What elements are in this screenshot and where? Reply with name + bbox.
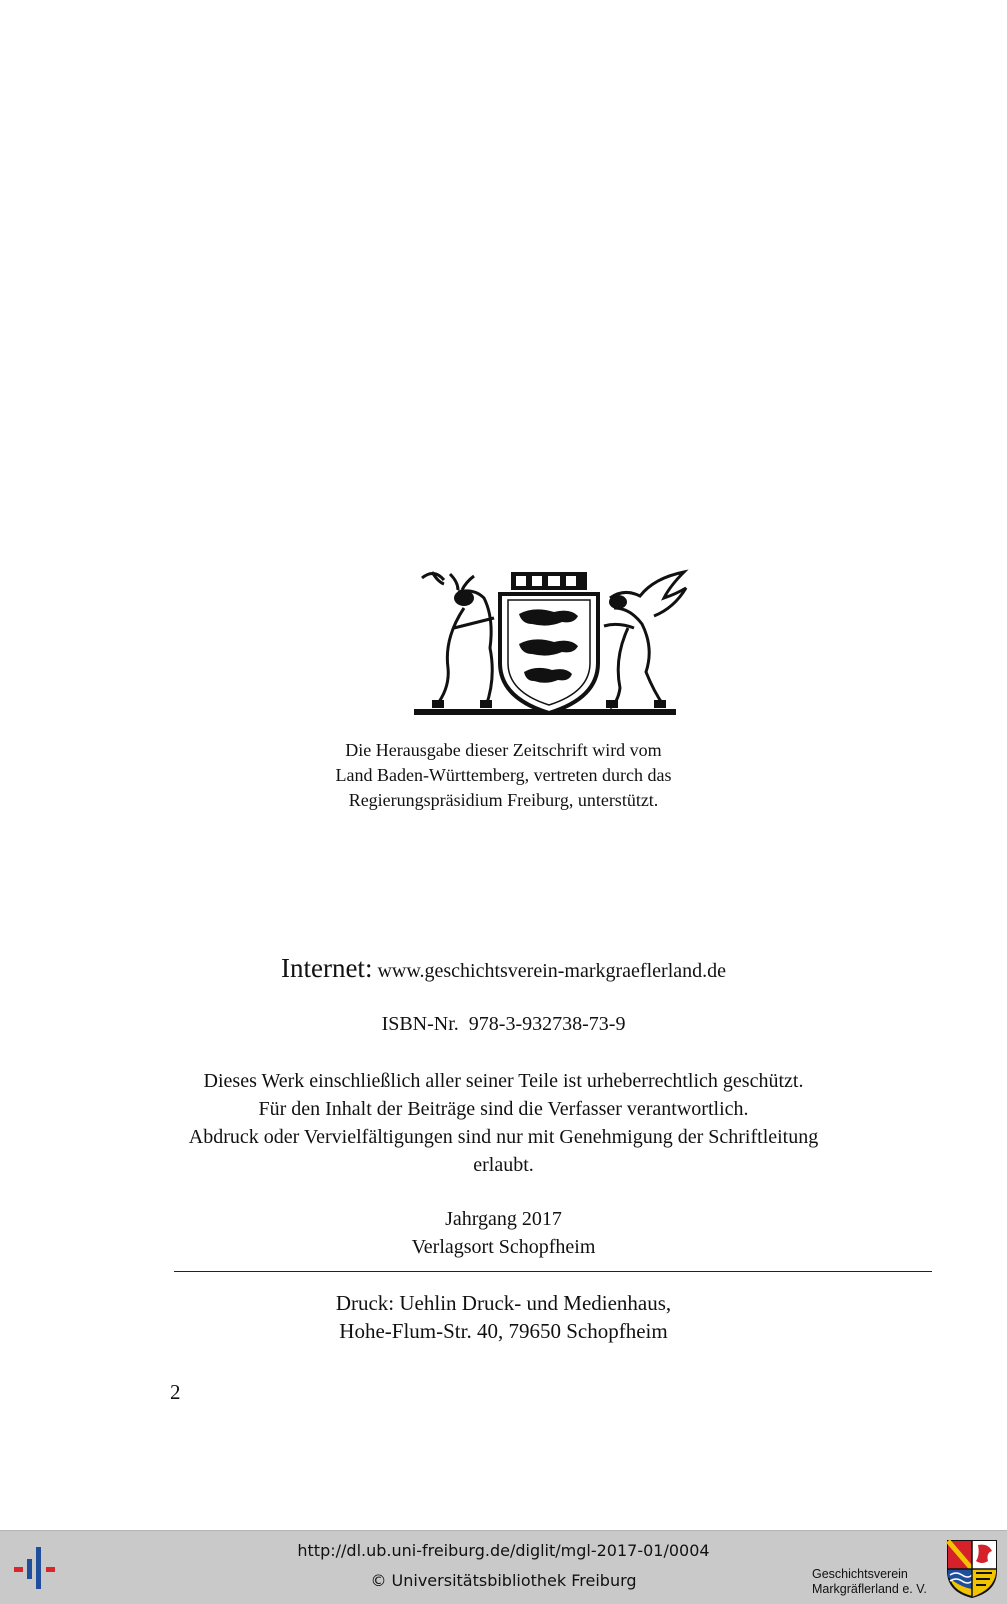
support-line: Land Baden-Württemberg, vertreten durch das [335, 765, 672, 785]
rights-line: erlaubt. [473, 1154, 534, 1176]
copyright-line: © Universitätsbibliothek Freiburg [370, 1571, 637, 1590]
permalink-link[interactable]: http://dl.ub.uni-freiburg.de/diglit/mgl-2017-01/0004 [297, 1541, 710, 1560]
rights-line: Für den Inhalt der Beiträge sind die Verfasser verantwortlich. [258, 1098, 749, 1120]
coat-of-arms-icon [414, 568, 690, 720]
isbn-label: ISBN-Nr. [381, 1013, 459, 1035]
society-line: Markgräflerland e. V. [812, 1582, 927, 1596]
support-line: Die Herausgabe dieser Zeitschrift wird vom [345, 740, 662, 760]
website-url: www.geschichtsverein-markgraeflerland.de [377, 960, 726, 982]
divider [174, 1271, 932, 1272]
printer-line: Hohe-Flum-Str. 40, 79650 Schopfheim [339, 1319, 668, 1343]
society-name [812, 1567, 927, 1597]
edition-info [0, 1205, 1007, 1261]
internet-line [0, 953, 1007, 984]
edition-year: Jahrgang 2017 [445, 1208, 562, 1230]
support-line: Regierungspräsidium Freiburg, unterstützt. [348, 790, 659, 810]
printer-line: Druck: Uehlin Druck- und Medienhaus, [335, 1291, 672, 1315]
rights-line: Dieses Werk einschließlich aller seiner Teile ist urheberrechtlich geschützt. [203, 1070, 804, 1092]
printer-info [0, 1289, 1007, 1345]
society-line: Geschichtsverein [812, 1567, 908, 1581]
internet-label: Internet: [280, 953, 373, 983]
page-number: 2 [170, 1380, 181, 1404]
isbn-value: 978-3-932738-73-9 [468, 1013, 626, 1035]
society-shield-icon [946, 1539, 998, 1599]
publication-place: Verlagsort Schopfheim [411, 1236, 596, 1258]
permalink-url[interactable] [0, 1541, 1007, 1560]
footer-bar [0, 1530, 1007, 1604]
state-support-notice [0, 738, 1007, 813]
copyright-notice [0, 1067, 1007, 1179]
rights-line: Abdruck oder Vervielfältigungen sind nur mit Genehmigung der Schriftleitung [188, 1126, 819, 1148]
isbn-line [0, 1013, 1007, 1036]
